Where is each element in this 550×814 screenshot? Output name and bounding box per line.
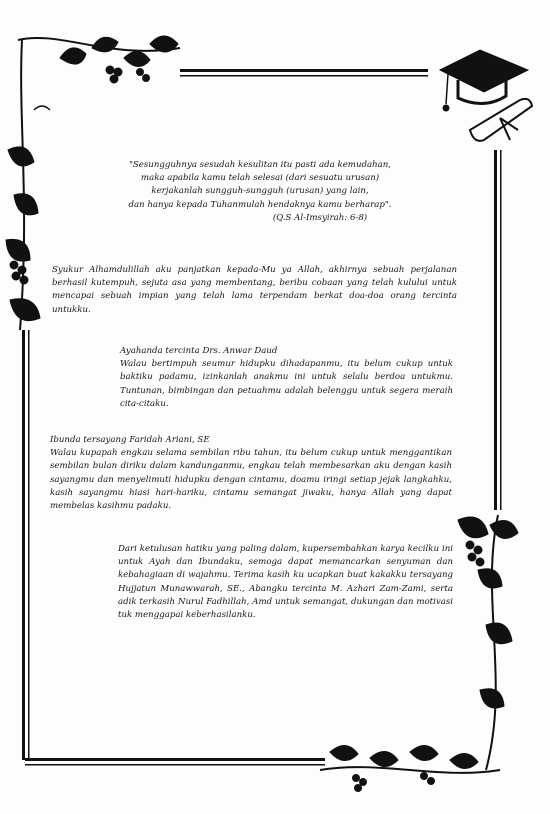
quote-reference: (Q.S Al-Imsyirah: 6-8) [272,212,368,223]
father-heading: Ayahanda tercinta Drs. Anwar Daud [120,346,278,356]
top-border-line [180,69,428,77]
right-border-line [494,150,502,510]
quran-quote [100,159,420,225]
bottom-border-line [25,758,325,766]
mother-heading: Ibunda tersayang Faridah Ariani, SE [50,435,210,445]
quote-line: maka apabila kamu telah selesai (dari sesuatu urusan) [140,173,380,184]
diploma-scroll-icon [470,99,532,141]
gratitude-paragraph: Syukur Alhamdulillah aku panjatkan kepada-Mu ya Allah, akhirnya sebuah perjalanan berhasil kutempuh, sejuta asa yang membentang, beribu cobaan yang telah kulului untuk mencapai sebuah impian yang telah lama terpendam berkat doa-doa orang tercinta untukku. [52,265,457,315]
left-border-line [22,330,30,760]
quote-line: "Sesungguhnya sesudah kesulitan itu pasti ada kemudahan, [128,160,392,170]
graduation-cap-icon [440,50,528,111]
mother-text: Walau kupapah engkau selama sembilan ribu tahun, itu belum cukup untuk menggantikan sembilan bulan diriku dalam kandunganmu, engkau telah membesarkan aku dengan kasih sayangmu dan menyelimuti hidupku dengan cintamu, doamu iringi setiap jejak langkahku, kasih sayangmu hiasi hari-hariku, cintamu semangat jiwaku, hanya Allah yang dapat membelas kasihmu padaku. [50,448,452,512]
father-dedication [120,345,453,411]
father-text: Walau bertimpuh seumur hidupku dihadapanmu, itu belum cukup untuk baktiku padamu, izinkanlah anakmu ini untuk selalu berdoa untukmu. Tuntunan, bimbingan dan petuahmu adalah belenggu untuk segera meraih cita-citaku. [120,359,453,409]
quote-line: kerjakanlah sungguh-sungguh (urusan) yang lain, [151,186,369,197]
closing-paragraph: Dari ketulusan hatiku yang paling dalam, kupersembahkan karya kecilku ini untuk Ayah dan Ibundaku, semoga dapat memancarkan senyuman dan kebahagiaan di wajahmu. Terima kasih ku ucapkan buat kakakku tersayang Hujjatun Munawwarah, SE., Abangku tercinta M. Azhari Zam-Zami, serta adik terkasih Nurul Fadhillah, Amd untuk semangat, dukungan dan motivasi tuk menggapai keberhasilanku. [118,544,453,621]
quote-line: dan hanya kepada Tuhanmulah hendaknya kamu berharap". [128,199,392,210]
mother-dedication [50,434,452,513]
